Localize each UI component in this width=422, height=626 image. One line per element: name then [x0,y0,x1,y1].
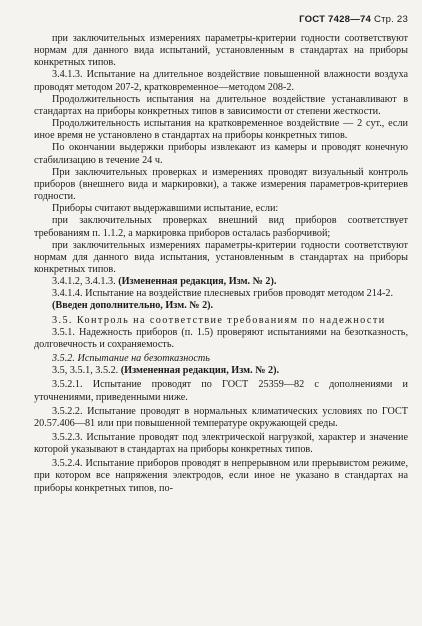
paragraph: Продолжительность испытания на кратковременное воздействие — 2 сут., если иное время не установлено в стандартах на приборы конкретных типов. [34,118,408,142]
clause-list: 3.4.1.2, 3.4.1.3. [52,276,119,288]
paragraph: Приборы считают выдержавшими испытание, если: [52,203,279,215]
amendment-label: (Измененная редакция, Изм. № 2). [118,276,277,288]
subsection-heading: 3.5.2. Испытание на безотказность [52,353,210,365]
paragraph: при заключительных измерениях параметры-критерии годности соответствуют нормам для данного вида испытаний, установленным в стандартах на приборы конкретных типов. [34,33,408,69]
section-heading: 3.5. Контроль на соответствие требованиям по надежности [52,314,386,326]
paragraph: 3.5.2.1. Испытание проводят по ГОСТ 25359—82 с дополнениями и уточнениями, приведенными ниже. [34,379,408,403]
paragraph: При заключительных проверках и измерениях проводят визуальный контроль приборов (внешнего вида и маркировки), а также измерения параметров-критериев годности. [34,166,408,203]
clause-list: 3.5, 3.5.1, 3.5.2. [52,365,121,377]
amendment-label: (Измененная редакция, Изм. № 2). [120,365,280,377]
paragraph: По окончании выдержки приборы извлекают из камеры и проводят конечную стабилизацию в течение 24 ч. [34,142,408,166]
page-header [34,14,408,26]
document-body [34,33,408,495]
amendment-label: (Введен дополнительно, Изм. № 2). [52,300,214,312]
paragraph: 3.4.1.3. Испытание на длительное воздействие повышенной влажности воздуха проводят методом 207-2, кратковременное—методом 208-2. [34,69,408,93]
paragraph: 3.4.1.4. Испытание на воздействие плесневых грибов проводят методом 214-2. [52,288,393,300]
paragraph: 3.5.2.2. Испытание проводят в нормальных климатических условиях по ГОСТ 20.57.406—81 или при повышенной температуре окружающей среды. [34,405,408,429]
amendment-note [34,365,408,377]
paragraph: при заключительных проверках внешний вид приборов соответствует требованиям п. 1.1.2, а маркировка приборов осталась разборчивой; [34,215,408,239]
amendment-note [34,276,408,288]
paragraph: 3.5.2.3. Испытание проводят под электрической нагрузкой, характер и значение которой указывают в стандартах на приборы конкретных типов. [34,432,408,456]
paragraph: 3.5.2.4. Испытание приборов проводят в непрерывном или прерывистом режиме, при котором все напряжения электродов, если иное не указано в стандартах на приборы конкретных типов, по- [34,458,408,494]
paragraph: при заключительных измерениях параметры-критерии годности соответствуют нормам для данного вида испытания, установленным в стандартах на приборы конкретных типов. [34,239,408,275]
paragraph: 3.5.1. Надежность приборов (п. 1.5) проверяют испытаниями на безотказность, долговечность и сохраняемость. [34,326,408,350]
page-number: Стр. 23 [373,14,408,25]
paragraph: Продолжительность испытания на длительное воздействие устанавливают в стандартах на приборы конкретных типов в зависимости от степени жесткости. [34,93,408,117]
standard-number: ГОСТ 7428—74 [299,14,372,25]
